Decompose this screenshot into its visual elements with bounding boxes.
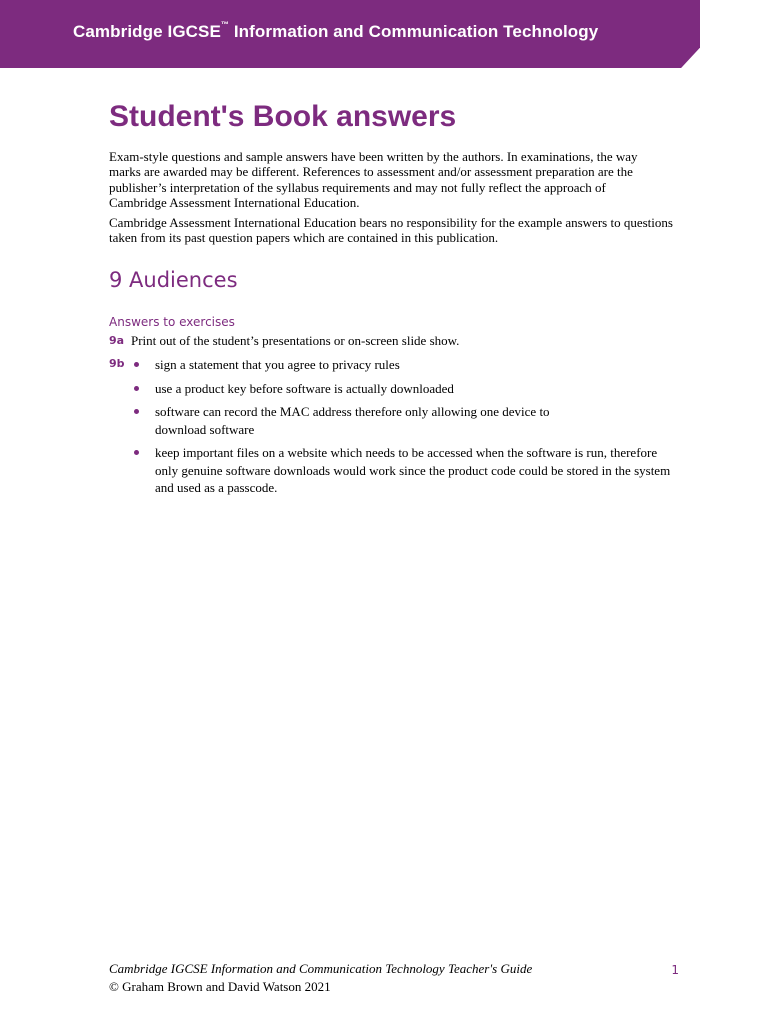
bullet-icon <box>134 450 139 455</box>
bullet-text: sign a statement that you agree to privacy rules <box>155 357 400 373</box>
header-title <box>73 22 598 42</box>
header-title-text: Cambridge IGCSE <box>73 22 221 41</box>
intro-paragraph-2: Cambridge Assessment International Education bears no responsibility for the example answers to questions taken from its past question papers which are contained in this publication. <box>109 214 673 246</box>
answer-text: Print out of the student’s presentations or on-screen slide show. <box>131 333 460 349</box>
answer-label: 9a <box>109 334 125 348</box>
bullet-text: use a product key before software is actually downloaded <box>155 380 454 396</box>
bullet-icon <box>134 362 139 367</box>
answer-bullets <box>131 356 674 503</box>
bullet-icon <box>134 409 139 414</box>
bullet-item <box>131 444 674 497</box>
trademark-symbol: ™ <box>220 20 230 29</box>
page-content <box>109 100 674 510</box>
section-subheading: Answers to exercises <box>109 315 235 330</box>
intro-paragraph-1: Exam-style questions and sample answers have been written by the authors. In examinations, the way marks are awarded may be different. References to assessment and/or assessment preparation are the publisher’s interpretation of the syllabus requirements and may not fully reflect the approach of Cambridge Assessment International Education. <box>109 149 638 211</box>
answer-label: 9b <box>109 357 125 371</box>
footer-copyright: © Graham Brown and David Watson 2021 <box>109 979 331 994</box>
answer-9a <box>109 333 674 349</box>
bullet-text: software can record the MAC address therefore only allowing one device to download software <box>155 404 550 437</box>
bullet-item <box>131 356 674 374</box>
section-heading: 9 Audiences <box>109 268 238 293</box>
page-number: 1 <box>671 963 679 977</box>
bullet-icon <box>134 386 139 391</box>
bullet-list <box>131 356 674 497</box>
bullet-item <box>131 403 674 438</box>
answer-9b <box>109 356 674 503</box>
intro-disclaimer <box>109 149 674 245</box>
header-title-suffix: Information and Communication Technology <box>229 22 599 41</box>
bullet-item <box>131 380 674 398</box>
bullet-text: keep important files on a website which needs to be accessed when the software is run, therefore only genuine software downloads would work since the product code could be stored in the system and used as a passcode. <box>155 445 671 496</box>
page-footer <box>109 960 679 996</box>
page-title: Student's Book answers <box>109 100 457 133</box>
footer-guide-title: Cambridge IGCSE Information and Communication Technology Teacher's Guide <box>109 961 533 976</box>
